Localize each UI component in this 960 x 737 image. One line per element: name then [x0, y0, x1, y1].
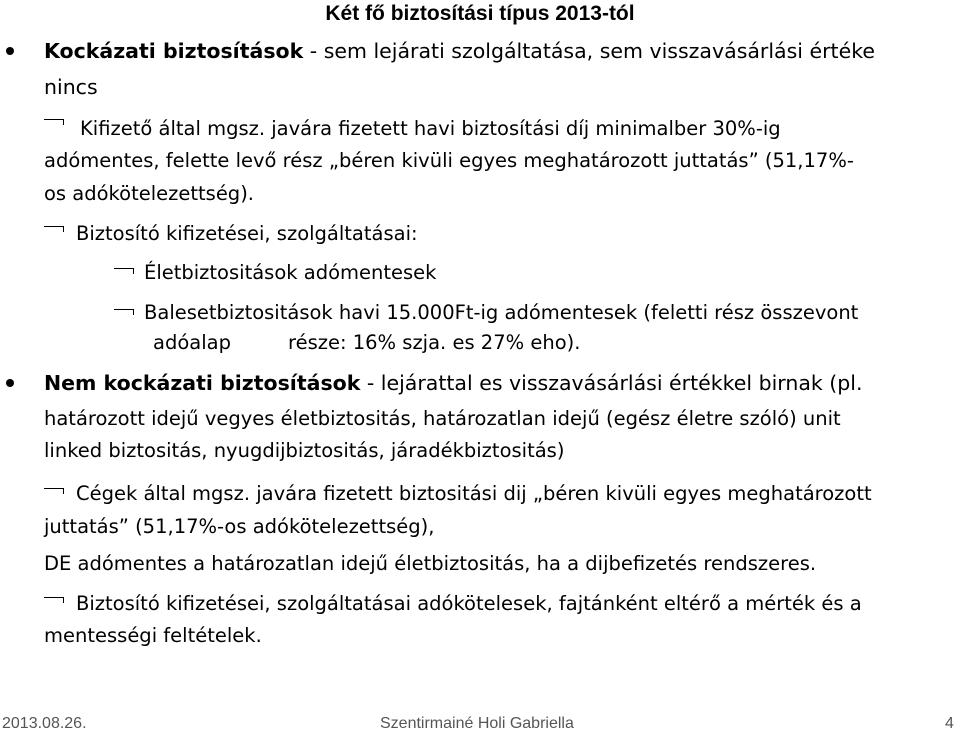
section2-sub2-line2: mentességi feltételek. [44, 624, 262, 647]
bullet-icon [6, 47, 14, 55]
section1-heading [44, 35, 875, 67]
section1-sub2-item2-cont-a: adóalap [153, 331, 231, 354]
section2-heading-line2: határozott idejű vegyes életbiztositás, határozatlan idejű (egész életre szóló) unit [44, 407, 841, 430]
section2-sub2-line1: Biztosító kifizetései, szolgáltatásai adókötelesek, fajtánként eltérő a mérték és a [76, 592, 862, 615]
section2-sub1-line2: juttatás” (51,17%-os adókötelezettség), [44, 515, 435, 538]
footer-page-number: 4 [945, 715, 954, 732]
dash-marker-icon [114, 268, 134, 274]
section1-sub2-item1: Életbiztositások adómentesek [144, 261, 437, 284]
section2-heading-rest: - lejárattal es visszavásárlási értékkel birnak (pl. [360, 371, 863, 395]
section1-heading-bold: Kockázati biztosítások [44, 39, 304, 63]
dash-marker-icon [44, 597, 64, 603]
slide-title: Két fő biztosítási típus 2013-tól [325, 2, 635, 25]
dash-marker-icon [44, 488, 64, 494]
section1-sub1-line1: Kifizető által mgsz. javára fizetett havi biztosítási díj minimalber 30%-ig [80, 117, 781, 140]
section1-sub2-item2-cont-b: része: 16% szja. es 27% eho). [288, 331, 581, 354]
section1-heading-rest: - sem lejárati szolgáltatása, sem visszavásárlási értéke [303, 39, 875, 63]
footer-date: 2013.08.26. [2, 715, 87, 732]
section1-sub2-item2: Balesetbiztositások havi 15.000Ft-ig adómentesek (feletti rész összevont [144, 301, 859, 324]
dash-marker-icon [44, 119, 64, 125]
section2-sub1-line1: Cégek által mgsz. javára fizetett biztositási dij „béren kivüli egyes meghatározott [76, 482, 872, 505]
section2-de-line: DE adómentes a határozatlan idejű életbiztositás, ha a dijbefizetés rendszeres. [44, 552, 817, 575]
section1-sub1-line3: os adókötelezettség). [44, 182, 254, 205]
section1-heading-line2: nincs [44, 75, 98, 99]
section2-heading-line3: linked biztositás, nyugdijbiztositás, járadékbiztositás) [44, 439, 565, 462]
dash-marker-icon [114, 309, 134, 315]
section2-heading [44, 367, 863, 399]
dash-marker-icon [44, 226, 64, 232]
section1-sub2: Biztosító kifizetései, szolgáltatásai: [76, 222, 418, 245]
section1-sub1-line2: adómentes, felette levő rész „béren kivüli egyes meghatározott juttatás” (51,17%- [44, 149, 854, 172]
section2-heading-bold: Nem kockázati biztosítások [44, 371, 361, 395]
bullet-icon [6, 379, 14, 387]
footer-author: Szentirmainé Holi Gabriella [380, 715, 574, 732]
